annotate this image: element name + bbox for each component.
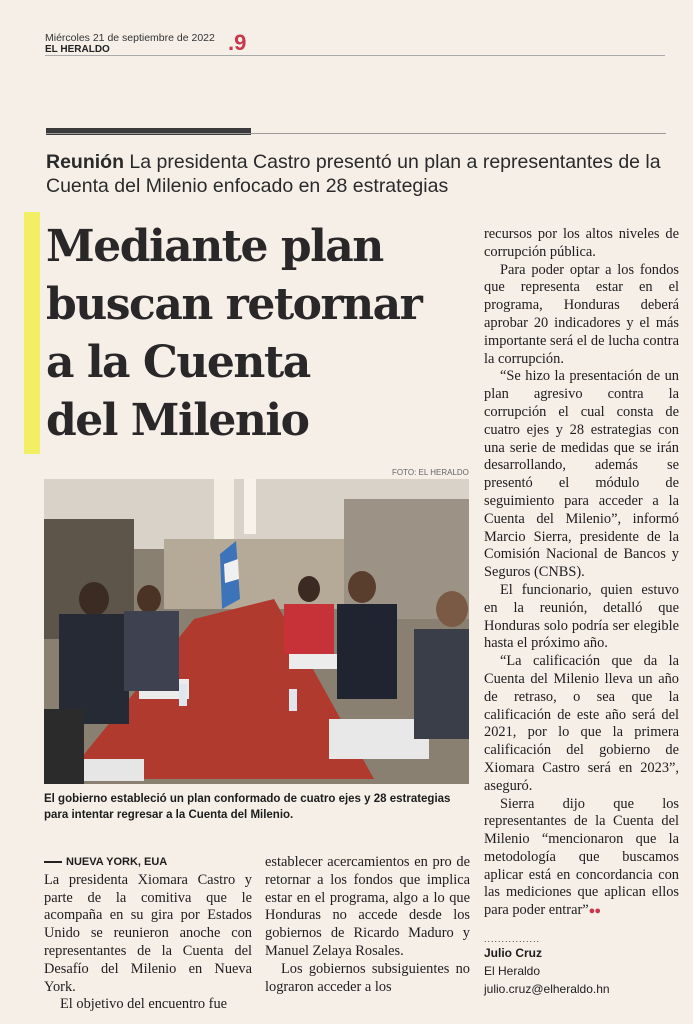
paragraph: El objetivo del encuentro fue bbox=[60, 996, 228, 1013]
paragraph-final bbox=[484, 796, 679, 922]
section-rule bbox=[46, 133, 666, 134]
paragraph: Los gobiernos subsiguientes no lograron acceder a los bbox=[265, 960, 470, 995]
kicker-text: La presidenta Castro presentó un plan a representantes de la Cuenta del Milenio enfocado en 28 estrategias bbox=[46, 151, 661, 197]
paragraph: “Se hizo la presentación de un plan agresivo contra la corrupción el cual consta de cuatro ejes y 28 estrategias con una serie de medidas que se irán desarrollando, además se presentó el módulo de seguimiento para acceder a la Cuenta del Milenio”, informó Marcio Sierra, presidente de la Comisión Nacional de Bancos y Seguros (CNBS). bbox=[484, 368, 679, 581]
headline-line: buscan retornar bbox=[46, 279, 422, 330]
dateline-dash bbox=[44, 861, 62, 863]
kicker bbox=[46, 150, 686, 198]
author-email[interactable]: julio.cruz@elheraldo.hn bbox=[484, 982, 610, 996]
highlighter-mark bbox=[24, 212, 40, 454]
article-column-1 bbox=[44, 854, 252, 1014]
paragraph: recursos por los altos niveles de corrupción pública. bbox=[484, 226, 679, 260]
author-outlet: El Heraldo bbox=[484, 964, 541, 978]
paragraph: El funcionario, quien estuvo en la reunión, detalló que Honduras solo podría ser elegible hasta el próximo año. bbox=[484, 581, 679, 652]
byline bbox=[484, 934, 674, 998]
header-rule bbox=[45, 55, 665, 56]
headline-line: Mediante plan bbox=[46, 221, 383, 272]
paragraph: Para poder optar a los fondos que representa estar en el programa, Honduras deberá aprobar 20 indicadores y el más importante será el de lucha contra la corrupción. bbox=[484, 261, 679, 367]
newspaper-name: EL HERALDO bbox=[45, 44, 110, 55]
paragraph-text: Sierra dijo que los representantes de la Cuenta del Milenio “mencionaron que la metodología que buscamos aplicar está en concordancia con las mediciones que aplican ellos para poder entrar” bbox=[484, 795, 679, 919]
article-column-3 bbox=[484, 226, 679, 921]
paragraph: “La calificación que da la Cuenta del Milenio lleva un año de retraso, o sea que la calificación de este año será del 2021, por lo que la primera calificación del gobierno de Xiomara Castro será en 2023”, aseguró. bbox=[484, 653, 679, 794]
paragraph: La presidenta Xiomara Castro y parte de la comitiva que le acompaña en su gira por Estados Unido se reunieron anoche con representantes de la Cuenta del Desafío del Milenio en Nueva York. bbox=[44, 871, 252, 995]
article-column-2 bbox=[265, 854, 470, 996]
meeting-photo-illustration bbox=[44, 479, 469, 784]
headline-line: del Milenio bbox=[46, 395, 309, 446]
headline bbox=[46, 218, 476, 450]
meeting-photo bbox=[44, 479, 469, 784]
photo-credit: FOTO: EL HERALDO bbox=[392, 468, 469, 477]
end-mark: ●● bbox=[588, 905, 600, 918]
dateline bbox=[44, 854, 252, 872]
issue-date: Miércoles 21 de septiembre de 2022 bbox=[45, 32, 215, 44]
dateline-text: NUEVA YORK, EUA bbox=[66, 856, 168, 868]
photo-caption: El gobierno estableció un plan conformado de cuatro ejes y 28 estrategias para intentar regresar a la Cuenta del Milenio. bbox=[44, 793, 451, 821]
kicker-label: Reunión bbox=[46, 151, 124, 173]
author-name: Julio Cruz bbox=[484, 946, 543, 960]
paragraph: establecer acercamientos en pro de retornar a los fondos que implica estar en el programa, algo a lo que Honduras no accede desde los gobiernos de Ricardo Maduro y Manuel Zelaya Rosales. bbox=[265, 854, 470, 959]
headline-line: a la Cuenta bbox=[46, 337, 310, 388]
page-number: .9 bbox=[228, 30, 247, 55]
byline-dots: ................ bbox=[484, 934, 541, 944]
